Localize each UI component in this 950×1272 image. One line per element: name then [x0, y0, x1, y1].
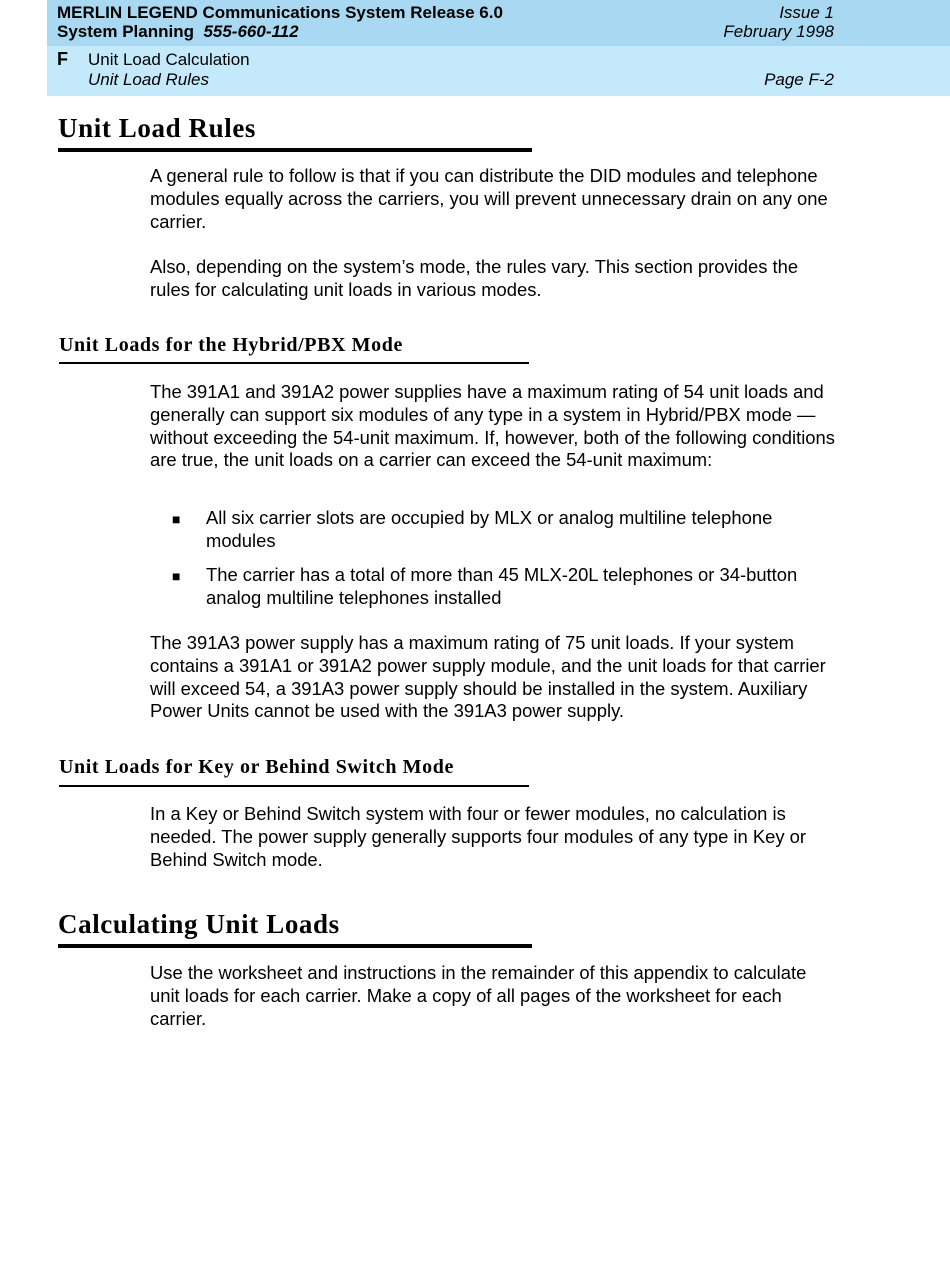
appendix-title: Unit Load Calculation [88, 50, 250, 69]
page-number: Page F-2 [764, 70, 834, 89]
issue-date: February 1998 [723, 22, 834, 41]
paragraph: Use the worksheet and instructions in the remainder of this appendix to calculate unit loads for each carrier. Make a copy of all pages of the worksheet for each carrier. [150, 962, 807, 1029]
heading-rule [58, 944, 532, 948]
bullet-square-icon: ■ [172, 511, 181, 527]
doc-number: 555-660-112 [203, 22, 299, 41]
paragraph: The 391A1 and 391A2 power supplies have a maximum rating of 54 unit loads and generally can support six modules of any type in a system in Hybrid/PBX mode — without exceeding the 54-unit maximum. If, however, both of the following conditions are true, the unit loads on a carrier can exceed the 54-unit maximum: [150, 381, 835, 471]
paragraph: The 391A3 power supply has a maximum rating of 75 unit loads. If your system contains a 391A1 or 391A2 power supply module, and the unit loads for that carrier will exceed 54, a 391A3 power supply should be installed in the system. Auxiliary Power Units cannot be used with the 391A3 power supply. [150, 632, 826, 722]
appendix-letter: F [57, 49, 68, 69]
heading-unit-load-rules: Unit Load Rules [58, 113, 257, 143]
heading-rule [59, 362, 529, 364]
paragraph: Also, depending on the system’s mode, the rules vary. This section provides the rules for calculating unit loads in various modes. [150, 256, 799, 300]
heading-key-behind-switch-mode: Unit Loads for Key or Behind Switch Mode [59, 756, 454, 778]
paragraph: In a Key or Behind Switch system with four or fewer modules, no calculation is needed. The power supply generally supports four modules of any type in Key or Behind Switch mode. [150, 803, 806, 870]
bullet-item: The carrier has a total of more than 45 MLX-20L telephones or 34-button analog multiline telephones installed [206, 564, 798, 608]
product-title: MERLIN LEGEND Communications System Release 6.0 [57, 3, 503, 22]
heading-rule [58, 148, 532, 152]
heading-hybrid-pbx-mode: Unit Loads for the Hybrid/PBX Mode [59, 334, 403, 356]
bullet-square-icon: ■ [172, 568, 181, 584]
bullet-item: All six carrier slots are occupied by MLX or analog multiline telephone modules [206, 507, 773, 551]
section-title: Unit Load Rules [88, 70, 209, 89]
book-name: System Planning [57, 22, 194, 41]
heading-calculating-unit-loads: Calculating Unit Loads [58, 909, 340, 939]
issue-label: Issue 1 [779, 3, 834, 22]
paragraph: A general rule to follow is that if you can distribute the DID modules and telephone modules equally across the carriers, you will prevent unnecessary drain on any one carrier. [150, 165, 828, 232]
book-title [57, 22, 299, 42]
heading-rule [59, 785, 529, 787]
